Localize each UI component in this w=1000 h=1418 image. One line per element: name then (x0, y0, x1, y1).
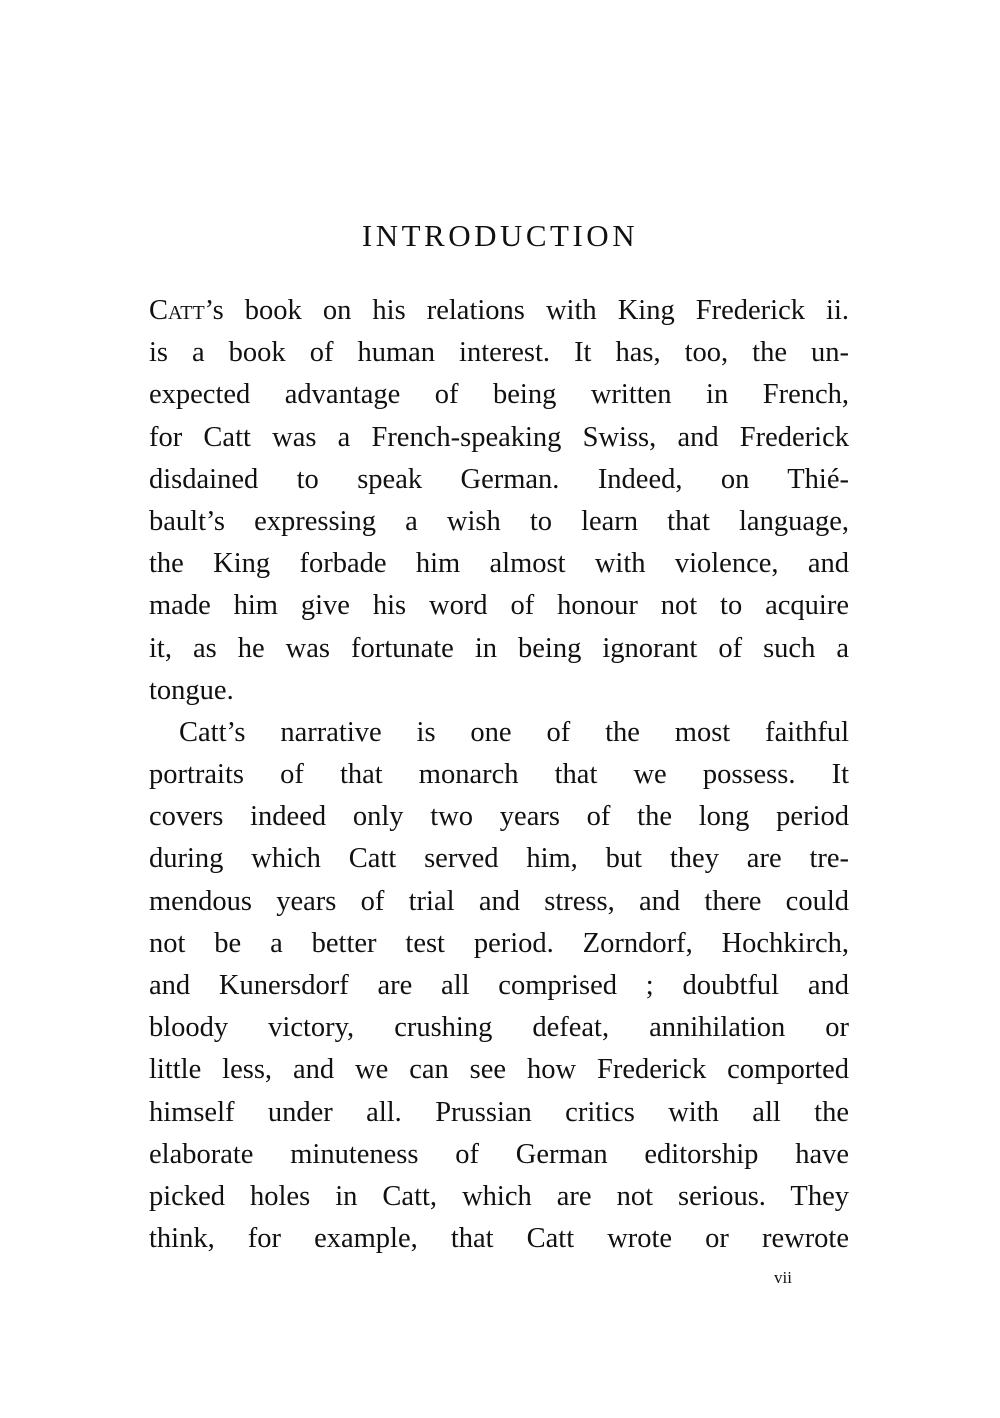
text-line: little less, and we can see how Frederick comported (149, 1054, 849, 1086)
small-caps-lead: Catt (149, 295, 205, 326)
page-number: vii (774, 1268, 792, 1287)
chapter-title: INTRODUCTION (361, 218, 639, 253)
text-line: not be a better test period. Zorndorf, Hochkirch, (149, 927, 849, 959)
text-line: is a book of human interest. It has, too, the un- (149, 337, 849, 369)
text-line: expected advantage of being written in French, (149, 379, 849, 411)
text-line: Catt’s narrative is one of the most faithful (179, 716, 849, 748)
text-line: mendous years of trial and stress, and there could (149, 885, 849, 917)
body-text (149, 290, 849, 1260)
text-line: disdained to speak German. Indeed, on Thié- (149, 463, 849, 495)
text-line: and Kunersdorf are all comprised ; doubtful and (149, 970, 849, 1001)
text-line: for Catt was a French-speaking Swiss, and Frederick (149, 421, 849, 453)
text-line: during which Catt served him, but they are tre- (149, 843, 849, 875)
text-line: think, for example, that Catt wrote or rewrote (149, 1223, 849, 1255)
text-line: tongue. (149, 674, 234, 706)
text-line: the King forbade him almost with violence, and (149, 548, 849, 580)
text-line: bault’s expressing a wish to learn that language, (149, 505, 849, 537)
text-line: picked holes in Catt, which are not serious. They (149, 1180, 849, 1212)
text-line: himself under all. Prussian critics with all the (149, 1096, 849, 1128)
text-line (149, 290, 849, 332)
text-line: portraits of that monarch that we possess. It (149, 759, 849, 791)
text-line: it, as he was fortunate in being ignorant of such a (149, 632, 849, 664)
text-line: elaborate minuteness of German editorship have (149, 1138, 849, 1170)
text-line: covers indeed only two years of the long period (149, 801, 849, 833)
text-line: made him give his word of honour not to acquire (149, 590, 849, 622)
text-line: bloody victory, crushing defeat, annihilation or (149, 1012, 849, 1044)
text-line-content: ’s book on his relations with King Frederick ii. (204, 295, 849, 326)
